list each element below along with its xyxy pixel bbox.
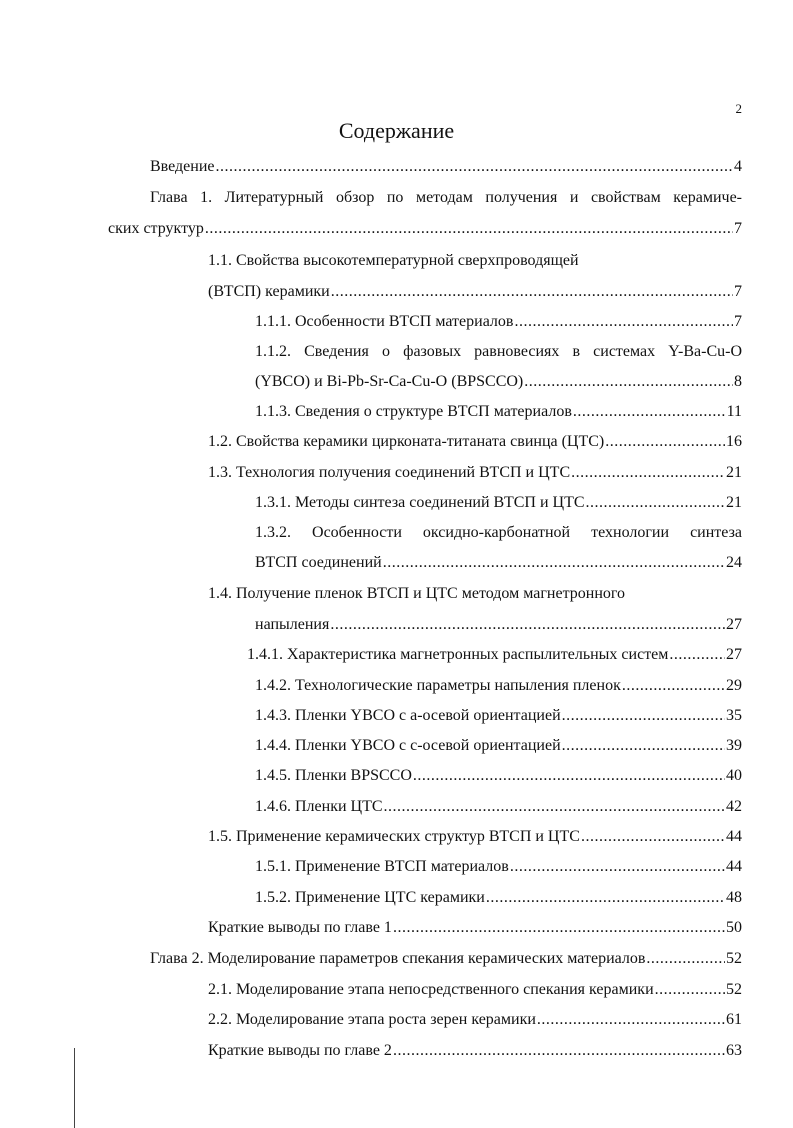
toc-leader — [621, 676, 725, 696]
toc-entry-text: Глава 2. Моделирование параметров спекания керамических материалов — [150, 950, 646, 967]
toc-entry-page: 7 — [734, 283, 742, 300]
toc-entry-page: 48 — [726, 889, 742, 906]
toc-entry-page: 50 — [726, 919, 742, 936]
toc-entry-chapter1 — [108, 219, 742, 239]
toc-entry-page: 52 — [726, 981, 742, 998]
toc-leader — [412, 766, 725, 786]
toc-entry-text: ВТСП соединений — [255, 554, 382, 571]
toc-entry-page: 21 — [726, 494, 742, 511]
toc-leader — [383, 797, 725, 817]
toc-entry-1-1 — [208, 282, 742, 302]
toc-entry-1-4-2 — [255, 676, 742, 696]
toc-entry-page: 21 — [726, 464, 742, 481]
toc-entry-text: 1.1.1. Особенности ВТСП материалов — [255, 313, 514, 330]
toc-entry-page: 7 — [734, 313, 742, 330]
toc-entry-chapter2 — [150, 949, 742, 969]
toc-entry-text: 1.4.3. Пленки YBCO с a-осевой ориентацией — [255, 707, 561, 724]
toc-entry-1-4-3 — [255, 706, 742, 726]
toc-leader — [485, 888, 725, 908]
toc-entry-1-4-6 — [255, 797, 742, 817]
toc-entry-text: 1.2. Свойства керамики цирконата-титаната свинца (ЦТС) — [208, 433, 605, 450]
toc-entry-text: 1.4.5. Пленки BPSCCO — [255, 767, 412, 784]
toc-entry-text: Краткие выводы по главе 2 — [208, 1042, 392, 1059]
toc-leader — [570, 463, 725, 483]
toc-leader — [382, 553, 725, 573]
toc-entry-page: 44 — [726, 858, 742, 875]
toc-leader — [561, 736, 725, 756]
toc-leader — [654, 980, 725, 1000]
page-number: 2 — [735, 101, 742, 116]
toc-leader — [509, 857, 725, 877]
toc-entry-1-4-1 — [247, 645, 742, 665]
toc-entry-page: 63 — [726, 1042, 742, 1059]
toc-entry-text: напыления — [255, 616, 330, 633]
toc-entry-1-3-1 — [255, 493, 742, 513]
toc-entry-page: 29 — [726, 677, 742, 694]
toc-entry-page: 7 — [734, 220, 742, 237]
toc-leader — [329, 615, 725, 635]
toc-entry-1-3 — [208, 463, 742, 483]
toc-entry-1-5 — [208, 827, 742, 847]
toc-entry-1-2 — [208, 432, 742, 452]
toc-entry-1-5-1 — [255, 857, 742, 877]
toc-entry-text: 1.4.1. Характеристика магнетронных распылительных систем — [247, 646, 669, 663]
toc-entry-page: 61 — [726, 1011, 742, 1028]
toc-entry-text: Введение — [150, 158, 215, 175]
toc-entry-page: 42 — [726, 798, 742, 815]
toc-entry-1-1-1 — [255, 312, 742, 332]
toc-entry-1-4-5 — [255, 766, 742, 786]
toc-entry-2-1 — [208, 980, 742, 1000]
toc-entry-text: 1.3.1. Методы синтеза соединений ВТСП и ЦТС — [255, 494, 585, 511]
toc-leader — [215, 157, 734, 177]
toc-leader — [204, 219, 733, 239]
toc-entry-1-4 — [255, 615, 742, 635]
toc-leader — [536, 1010, 725, 1030]
toc-leader — [572, 402, 726, 422]
toc-entry-text: 2.2. Моделирование этапа роста зерен керамики — [208, 1011, 536, 1028]
toc-entry-text: 2.1. Моделирование этапа непосредственного спекания керамики — [208, 981, 654, 998]
toc-entry-text: 1.3. Технология получения соединений ВТСП и ЦТС — [208, 464, 571, 481]
toc-entry-page: 16 — [726, 433, 742, 450]
toc-entry-1-1-2 — [255, 372, 742, 392]
toc-leader — [561, 706, 725, 726]
toc-entry-chapter1-line1: Глава 1. Литературный обзор по методам получения и свойствам керамиче- — [150, 189, 742, 206]
page-title: Содержание — [338, 118, 455, 143]
toc-entry-text: 1.5.1. Применение ВТСП материалов — [255, 858, 509, 875]
toc-entry-page: 27 — [726, 616, 742, 633]
toc-entry-conclusions-1 — [208, 918, 742, 938]
toc-leader — [580, 827, 725, 847]
toc-entry-page: 11 — [726, 403, 742, 420]
toc-entry-text: 1.5. Применение керамических структур ВТСП и ЦТС — [208, 828, 580, 845]
toc-leader — [523, 372, 733, 392]
toc-entry-text: ских структур — [108, 220, 204, 237]
toc-entry-page: 35 — [726, 707, 742, 724]
toc-entry-page: 24 — [726, 554, 742, 571]
toc-leader — [392, 1041, 725, 1061]
toc-entry-1-5-2 — [255, 888, 742, 908]
toc-entry-page: 52 — [726, 950, 742, 967]
toc-entry-1-1-line1: 1.1. Свойства высокотемпературной сверхпроводящей — [208, 252, 579, 269]
toc-entry-text: 1.1.3. Сведения о структуре ВТСП материалов — [255, 403, 572, 420]
toc-entry-text: 1.4.4. Пленки YBCO с c-осевой ориентацией — [255, 737, 561, 754]
toc-entry-intro — [150, 157, 742, 177]
toc-entry-conclusions-2 — [208, 1041, 742, 1061]
toc-entry-page: 27 — [726, 646, 742, 663]
toc-entry-text: (ВТСП) керамики — [208, 283, 330, 300]
toc-entry-page: 40 — [726, 767, 742, 784]
toc-entry-page: 4 — [734, 158, 742, 175]
toc-entry-text: (YBCO) и Bi-Pb-Sr-Ca-Cu-O (BPSCCO) — [255, 373, 524, 390]
toc-entry-page: 39 — [726, 737, 742, 754]
toc-entry-page: 8 — [734, 373, 742, 390]
toc-entry-1-1-2-line1: 1.1.2. Сведения о фазовых равновесиях в системах Y-Ba-Cu-O — [255, 343, 742, 360]
toc-leader — [668, 645, 725, 665]
toc-leader — [585, 493, 725, 513]
toc-entry-1-3-2-line1: 1.3.2. Особенности оксидно-карбонатной технологии синтеза — [255, 524, 742, 541]
toc-leader — [645, 949, 725, 969]
toc-entry-2-2 — [208, 1010, 742, 1030]
toc-entry-1-3-2 — [255, 553, 742, 573]
toc-leader — [392, 918, 725, 938]
toc-leader — [330, 282, 733, 302]
toc-entry-page: 44 — [726, 828, 742, 845]
toc-entry-1-4-line1: 1.4. Получение пленок ВТСП и ЦТС методом магнетронного — [208, 585, 626, 602]
toc-entry-text: 1.4.2. Технологические параметры напыления пленок — [255, 677, 621, 694]
toc-leader — [604, 432, 725, 452]
toc-entry-text: 1.4.6. Пленки ЦТС — [255, 798, 383, 815]
toc-entry-1-1-3 — [255, 402, 742, 422]
toc-entry-text: 1.5.2. Применение ЦТС керамики — [255, 889, 485, 906]
toc-entry-text: Краткие выводы по главе 1 — [208, 919, 392, 936]
scan-margin-line — [74, 1048, 75, 1128]
toc-entry-1-4-4 — [255, 736, 742, 756]
toc-leader — [513, 312, 733, 332]
